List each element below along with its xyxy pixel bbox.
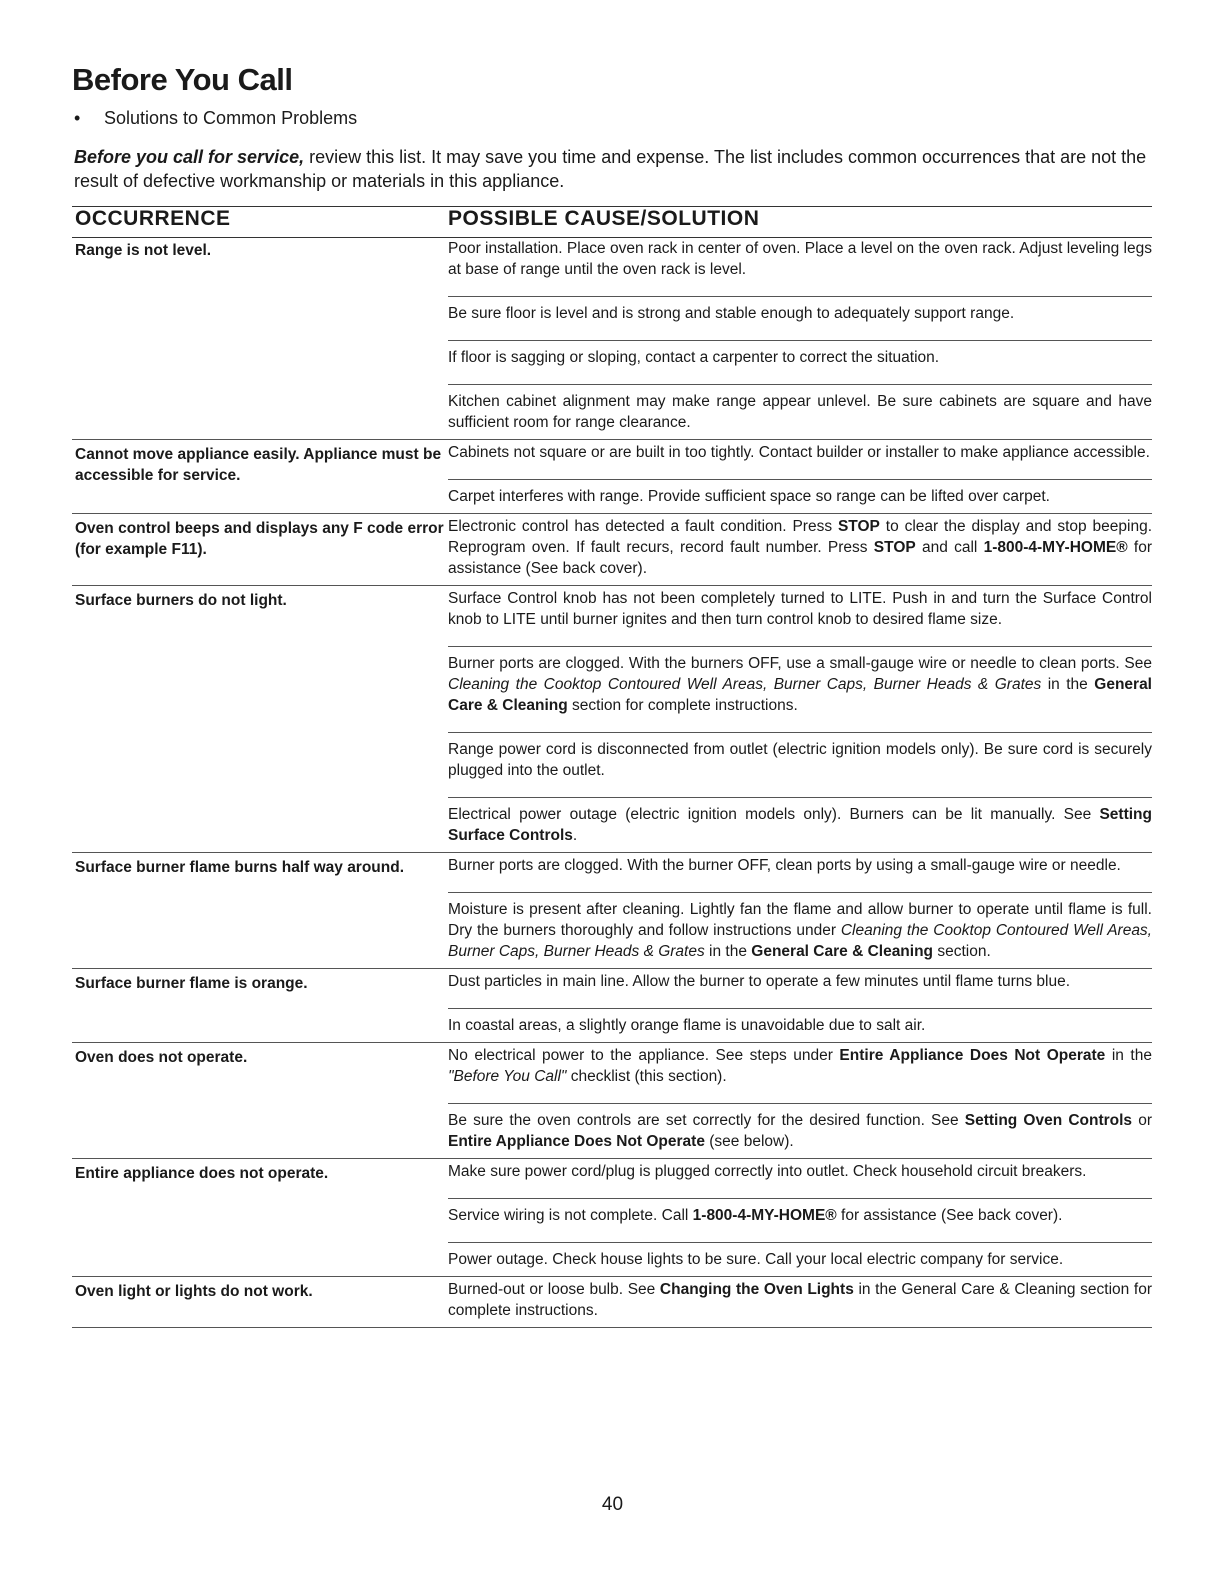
- solution-text: Range power cord is disconnected from outlet (electric ignition models only). Be sure cord is securely plugged into the outlet.: [448, 741, 1152, 779]
- intro-paragraph: [74, 145, 1149, 193]
- solution-cell: [448, 440, 1152, 513]
- solution-paragraph: [448, 1242, 1152, 1276]
- solution-text: section for complete instructions.: [567, 697, 798, 714]
- solution-paragraph: [448, 1008, 1152, 1042]
- solution-paragraph: [448, 732, 1152, 787]
- table-row: [72, 1277, 1152, 1328]
- page-title: Before You Call: [72, 62, 293, 97]
- solution-text: in the: [704, 943, 752, 960]
- solution-text: (see below).: [704, 1133, 794, 1150]
- solution-text: Service wiring is not complete. Call: [448, 1207, 693, 1224]
- occurrence-cell: Entire appliance does not operate.: [75, 1165, 329, 1182]
- italic-text: Cleaning the Cooktop Contoured Well Areas, Burner Caps, Burner Heads & Grates: [448, 922, 1152, 960]
- solution-paragraph: [448, 1043, 1152, 1093]
- subtitle-bullet: [74, 108, 357, 129]
- solution-cell: [448, 236, 1152, 439]
- solution-paragraph: [448, 384, 1152, 439]
- occurrence-cell: Cannot move appliance easily. Appliance must be accessible for service.: [75, 446, 442, 484]
- solution-text: Burned-out or loose bulb. See: [448, 1281, 660, 1298]
- solution-paragraph: [448, 340, 1152, 374]
- solution-text: in the: [1041, 676, 1095, 693]
- solution-text: Power outage. Check house lights to be sure. Call your local electric company for service.: [448, 1251, 1064, 1268]
- page-number: 40: [601, 1494, 624, 1515]
- solution-text: Kitchen cabinet alignment may make range appear unlevel. Be sure cabinets are square and have sufficient room for range clearance.: [448, 393, 1152, 431]
- table-row: [72, 1043, 1152, 1159]
- solution-paragraph: [448, 797, 1152, 852]
- table-row: [72, 236, 1152, 440]
- solution-text: Burner ports are clogged. With the burner OFF, clean ports by using a small-gauge wire or needle.: [448, 857, 1121, 874]
- bold-text: Entire Appliance Does Not Operate: [448, 1133, 705, 1150]
- bold-text: STOP: [873, 539, 916, 556]
- solution-text: in the: [1105, 1047, 1152, 1064]
- solution-paragraph: [448, 479, 1152, 513]
- table-row: [72, 969, 1152, 1043]
- troubleshooting-table: [72, 236, 1152, 1328]
- solution-paragraph: [448, 586, 1152, 636]
- bold-text: Setting Oven Controls: [964, 1112, 1133, 1129]
- solution-paragraph: [448, 440, 1152, 469]
- solution-text: Be sure floor is level and is strong and stable enough to adequately support range.: [448, 305, 1015, 322]
- solution-text: checklist (this section).: [566, 1068, 727, 1085]
- solution-text: Moisture is present after cleaning. Lightly fan the flame and allow burner to operate until flame is full. Dry the burners thoroughly and follow instructions under: [448, 901, 1152, 939]
- solution-paragraph: [448, 853, 1152, 882]
- solution-text: No electrical power to the appliance. See steps under: [448, 1047, 840, 1064]
- bold-text: STOP: [837, 518, 880, 535]
- solution-text: Dust particles in main line. Allow the burner to operate a few minutes until flame turns blue.: [448, 973, 1071, 990]
- solution-text: and call: [915, 539, 984, 556]
- table-header: [72, 206, 1152, 238]
- intro-lead: Before you call for service,: [74, 147, 305, 167]
- solution-text: Burner ports are clogged. With the burners OFF, use a small-gauge wire or needle to clean ports. See: [448, 655, 1152, 672]
- occurrence-cell: Surface burners do not light.: [75, 592, 287, 609]
- solution-text: Poor installation. Place oven rack in center of oven. Place a level on the oven rack. Adjust leveling legs at base of range until the oven rack is level.: [448, 240, 1152, 278]
- solution-paragraph: [448, 236, 1152, 286]
- solution-cell: [448, 969, 1152, 1042]
- table-row: [72, 1159, 1152, 1277]
- solution-text: Be sure the oven controls are set correctly for the desired function. See: [448, 1112, 965, 1129]
- solution-paragraph: [448, 296, 1152, 330]
- solution-text: Make sure power cord/plug is plugged correctly into outlet. Check household circuit breakers.: [448, 1163, 1087, 1180]
- solution-text: Electronic control has detected a fault condition. Press: [448, 518, 838, 535]
- italic-text: "Before You Call": [448, 1068, 567, 1085]
- table-row: [72, 514, 1152, 586]
- bold-text: General Care & Cleaning: [751, 943, 934, 960]
- solution-text: section.: [933, 943, 991, 960]
- bold-text: 1-800-4-MY-HOME®: [983, 539, 1128, 556]
- bullet-icon: •: [74, 108, 81, 128]
- occurrence-cell: Surface burner flame burns half way around.: [75, 859, 405, 876]
- solution-paragraph: [448, 1198, 1152, 1232]
- occurrence-cell: Oven does not operate.: [75, 1049, 248, 1066]
- solution-paragraph: [448, 1159, 1152, 1188]
- occurrence-cell: Oven control beeps and displays any F code error (for example F11).: [75, 520, 444, 558]
- solution-paragraph: [448, 1103, 1152, 1158]
- bold-text: Setting Surface Controls: [448, 806, 1152, 844]
- occurrence-cell: Surface burner flame is orange.: [75, 975, 308, 992]
- table-row: [72, 586, 1152, 853]
- solution-paragraph: [448, 1277, 1152, 1327]
- bold-text: Entire Appliance Does Not Operate: [839, 1047, 1106, 1064]
- solution-paragraph: [448, 892, 1152, 968]
- solution-cell: [448, 586, 1152, 852]
- bold-text: Changing the Oven Lights: [659, 1281, 854, 1298]
- solution-cell: [448, 1159, 1152, 1276]
- table-row: [72, 853, 1152, 969]
- bold-text: General Care & Cleaning: [448, 676, 1152, 714]
- solution-text: .: [572, 827, 578, 844]
- solution-paragraph: [448, 646, 1152, 722]
- bold-text: 1-800-4-MY-HOME®: [692, 1207, 837, 1224]
- solution-cell: [448, 514, 1152, 585]
- solution-text: In coastal areas, a slightly orange flame is unavoidable due to salt air.: [448, 1017, 926, 1034]
- solution-text: Cabinets not square or are built in too tightly. Contact builder or installer to make appliance accessible.: [448, 444, 1150, 461]
- solution-text: to clear the display and stop beeping. Reprogram oven. If fault recurs, record fault number. Press: [448, 518, 1153, 556]
- solution-cell: [448, 1043, 1152, 1158]
- table-row: [72, 440, 1152, 514]
- solution-text: or: [1132, 1112, 1152, 1129]
- intro-text: review this list. It may save you time and expense. The list includes common occurrences that are not the result of defective workmanship or materials in this appliance.: [74, 147, 1147, 191]
- solution-text: Surface Control knob has not been completely turned to LITE. Push in and turn the Surface Control knob to LITE until burner ignites and then turn control knob to desired flame size.: [448, 590, 1152, 628]
- solution-text: If floor is sagging or sloping, contact a carpenter to correct the situation.: [448, 349, 940, 366]
- occurrence-cell: Range is not level.: [75, 242, 212, 259]
- solution-cell: [448, 853, 1152, 968]
- occurrence-cell: Oven light or lights do not work.: [75, 1283, 313, 1300]
- solution-paragraph: [448, 969, 1152, 998]
- solution-paragraph: [448, 514, 1152, 585]
- cause-header: POSSIBLE CAUSE/SOLUTION: [448, 207, 760, 230]
- italic-text: Cleaning the Cooktop Contoured Well Areas, Burner Caps, Burner Heads & Grates: [448, 676, 1042, 693]
- solution-cell: [448, 1277, 1152, 1327]
- solution-text: for assistance (See back cover).: [448, 539, 1152, 577]
- solution-text: in the General Care & Cleaning section for complete instructions.: [448, 1281, 1152, 1319]
- solution-text: for assistance (See back cover).: [836, 1207, 1063, 1224]
- occurrence-header: OCCURRENCE: [75, 207, 231, 230]
- subtitle: Solutions to Common Problems: [104, 108, 358, 128]
- solution-text: Electrical power outage (electric ignition models only). Burners can be lit manually. See: [448, 806, 1100, 823]
- solution-text: Carpet interferes with range. Provide sufficient space so range can be lifted over carpet.: [448, 488, 1050, 505]
